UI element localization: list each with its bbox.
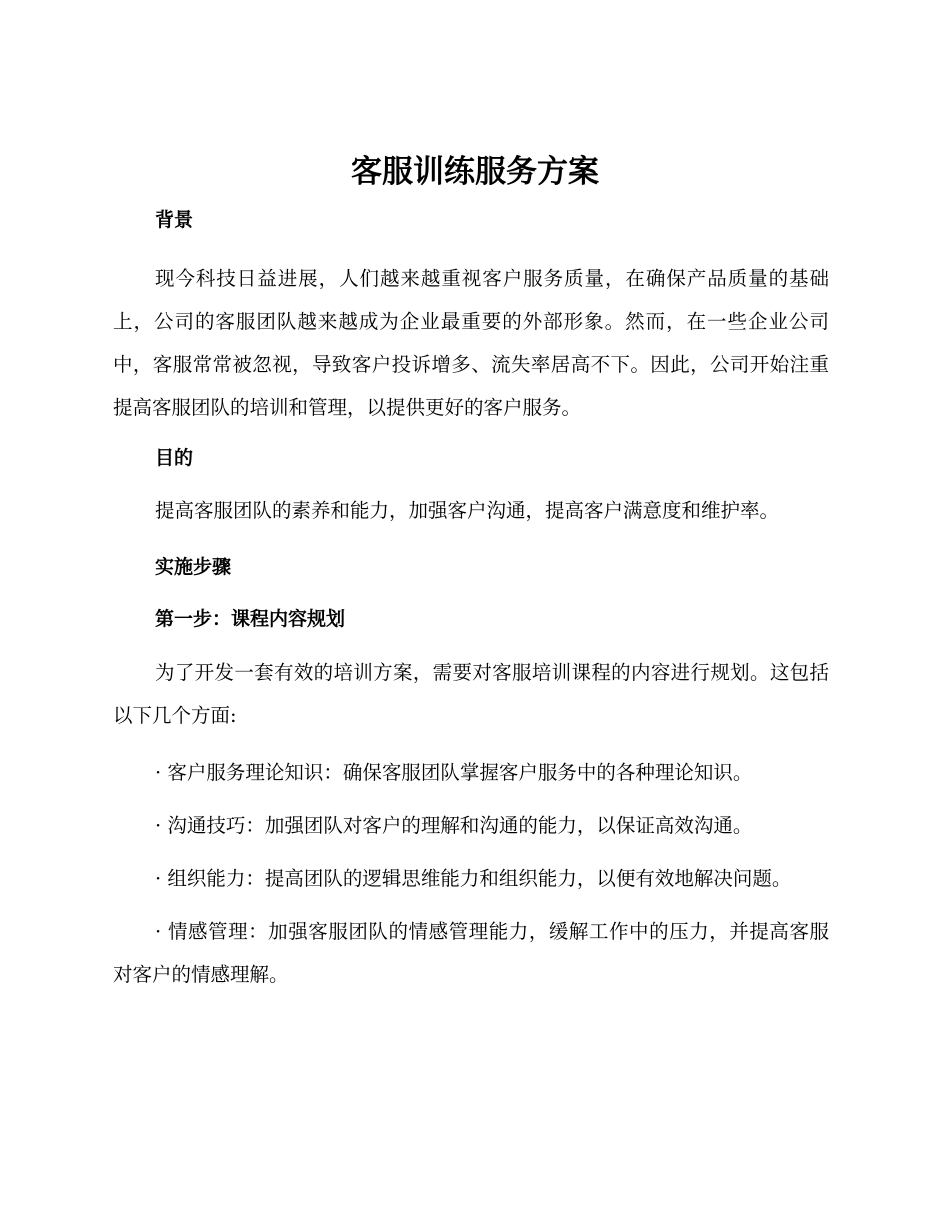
bullet-item: · 客户服务理论知识：确保客服团队掌握客户服务中的各种理论知识。 — [155, 761, 753, 784]
bullet-item: · 情感管理：加强客服团队的情感管理能力，缓解工作中的压力，并提高客服对客户的情感理解。 — [113, 920, 829, 986]
section-heading-steps: 实施步骤 — [155, 556, 232, 578]
goal-paragraph: 提高客服团队的素养和能力，加强客户沟通，提高客户满意度和维护率。 — [155, 499, 780, 522]
section-heading-goal: 目的 — [155, 447, 194, 469]
document-title: 客服训练服务方案 — [351, 154, 599, 190]
background-paragraph: 现今科技日益进展，人们越来越重视客户服务质量，在确保产品质量的基础上，公司的客服团队越来越成为企业最重要的外部形象。然而，在一些企业公司中，客服常常被忽视，导致客户投诉增多、流失率居高不下。因此，公司开始注重提高客服团队的培训和管理，以提供更好的客户服务。 — [113, 267, 829, 419]
step1-heading: 第一步：课程内容规划 — [155, 608, 346, 630]
section-heading-background: 背景 — [155, 209, 194, 231]
step1-intro-paragraph: 为了开发一套有效的培训方案，需要对客服培训课程的内容进行规划。这包括以下几个方面: — [113, 661, 829, 727]
document-body — [113, 203, 829, 996]
bullet-item: · 组织能力：提高团队的逻辑思维能力和组织能力，以便有效地解决问题。 — [155, 867, 792, 890]
bullet-item: · 沟通技巧：加强团队对客户的理解和沟通的能力，以保证高效沟通。 — [155, 814, 753, 837]
